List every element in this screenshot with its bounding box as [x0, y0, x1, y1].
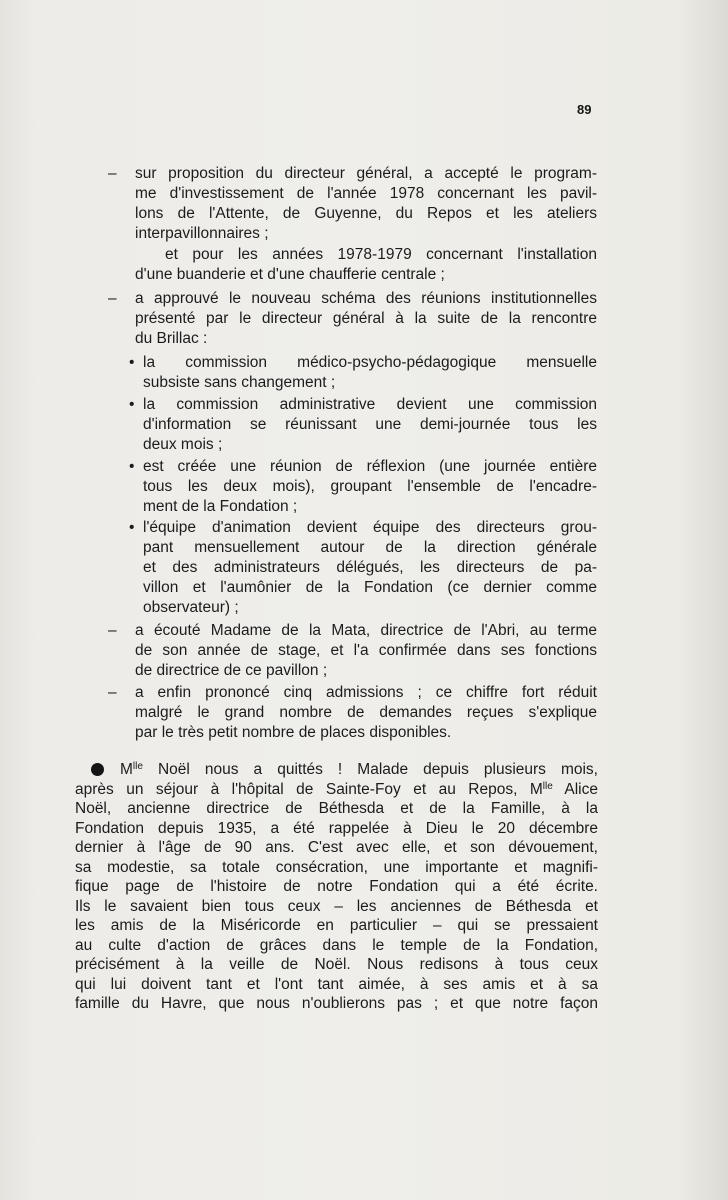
text-line: la commission administrative devient une commission	[143, 396, 597, 413]
text-line: subsiste sans changement ;	[143, 374, 336, 391]
text-line: sa modestie, sa totale consécration, une importante et magnifi-	[75, 858, 598, 876]
filled-circle-bullet-icon	[91, 763, 104, 776]
decision-investment-continuation	[135, 245, 597, 285]
text-line: la commission médico-psycho-pédagogique mensuelle	[143, 354, 597, 371]
text-line: Noël, ancienne directrice de Béthesda et de la Famille, à la	[75, 800, 598, 817]
text-line: de directrice de ce pavillon ;	[135, 662, 328, 679]
text-line: sur proposition du directeur général, a accepté le program-	[135, 165, 597, 182]
text-line: Ils le savaient bien tous ceux – les anciennes de Béthesda et	[75, 897, 598, 915]
text-segment: Noël nous a quittés ! Malade depuis plusieurs mois,	[142, 761, 598, 778]
decision-admissions	[108, 683, 597, 743]
text-line: famille du Havre, que nous n'oublierons pas ; et que notre façon	[75, 995, 598, 1012]
text-line: et des administrateurs délégués, les directeurs de pa-	[143, 559, 597, 576]
text-line: malgré le grand nombre de demandes reçues s'explique	[135, 704, 597, 721]
bullet-item	[129, 518, 597, 618]
page-number: 89	[577, 102, 592, 117]
decision-investment	[108, 164, 597, 244]
bullet-marker: •	[129, 519, 135, 536]
decision-meetings	[108, 289, 597, 349]
dash-marker: –	[108, 165, 117, 182]
text-segment: après un séjour à l'hôpital de Sainte-Foy et au Repos, M	[75, 780, 543, 798]
text-line: d'information se réunissant une demi-journée tous les	[143, 416, 597, 433]
dash-marker: –	[108, 622, 117, 639]
text-segment: Alice	[552, 780, 598, 798]
text-line: l'équipe d'animation devient équipe des directeurs grou-	[143, 519, 597, 536]
text-line: observateur) ;	[143, 599, 239, 616]
superscript: lle	[132, 761, 143, 772]
bullet-marker: •	[129, 396, 135, 413]
text-line: deux mois ;	[143, 436, 223, 453]
text-line: a approuvé le nouveau schéma des réunions institutionnelles	[135, 290, 597, 307]
text-line: au culte d'action de grâces dans le temple de la Fondation,	[75, 936, 598, 954]
text-line: par le très petit nombre de places disponibles.	[135, 724, 452, 741]
text-line: et pour les années 1978-1979 concernant l'installation	[165, 246, 597, 263]
text-line: dernier à l'âge de 90 ans. C'est avec elle, et son dévouement,	[75, 839, 598, 856]
text-line	[75, 760, 598, 780]
text-line: villon et l'aumônier de la Fondation (ce dernier comme	[143, 579, 597, 596]
text-line: lons de l'Attente, de Guyenne, du Repos et les ateliers	[135, 205, 597, 222]
dash-marker: –	[108, 684, 117, 701]
dash-marker: –	[108, 290, 117, 307]
text-line: d'une buanderie et d'une chaufferie centrale ;	[135, 266, 445, 283]
obituary-paragraph	[75, 760, 598, 1014]
text-segment: M	[120, 761, 133, 778]
text-line: est créée une réunion de réflexion (une journée entière	[143, 458, 597, 475]
text-line: pant mensuellement autour de la direction générale	[143, 539, 597, 556]
bullet-marker: •	[129, 354, 135, 371]
text-line: du Brillac :	[135, 330, 208, 347]
text-line: qui lui doivent tant et l'ont tant aimée, à ses amis et à sa	[75, 975, 598, 993]
text-line: fique page de l'histoire de notre Fondation qui a été écrite.	[75, 878, 598, 895]
text-line	[75, 780, 598, 800]
text-line: précisément à la veille de Noël. Nous redisons à tous ceux	[75, 956, 598, 973]
decision-director	[108, 621, 597, 681]
text-line: interpavillonnaires ;	[135, 225, 269, 242]
bullet-marker: •	[129, 458, 135, 475]
text-line: a écouté Madame de la Mata, directrice de l'Abri, au terme	[135, 622, 597, 639]
text-line: de son année de stage, et l'a confirmée dans ses fonctions	[135, 642, 597, 659]
bullet-item	[129, 353, 597, 393]
bullet-item	[129, 395, 597, 455]
text-line: les amis de la Miséricorde en particulier – qui se pressaient	[75, 917, 598, 934]
bullet-item	[129, 457, 597, 517]
text-line: Fondation depuis 1935, a été rappelée à Dieu le 20 décembre	[75, 819, 598, 837]
text-line: ment de la Fondation ;	[143, 498, 298, 515]
text-line: a enfin prononcé cinq admissions ; ce chiffre fort réduit	[135, 684, 597, 701]
superscript: lle	[542, 780, 553, 792]
text-line: me d'investissement de l'année 1978 concernant les pavil-	[135, 185, 597, 202]
text-line: tous les deux mois), groupant l'ensemble de l'encadre-	[143, 478, 597, 495]
text-line: présenté par le directeur général à la suite de la rencontre	[135, 310, 597, 327]
